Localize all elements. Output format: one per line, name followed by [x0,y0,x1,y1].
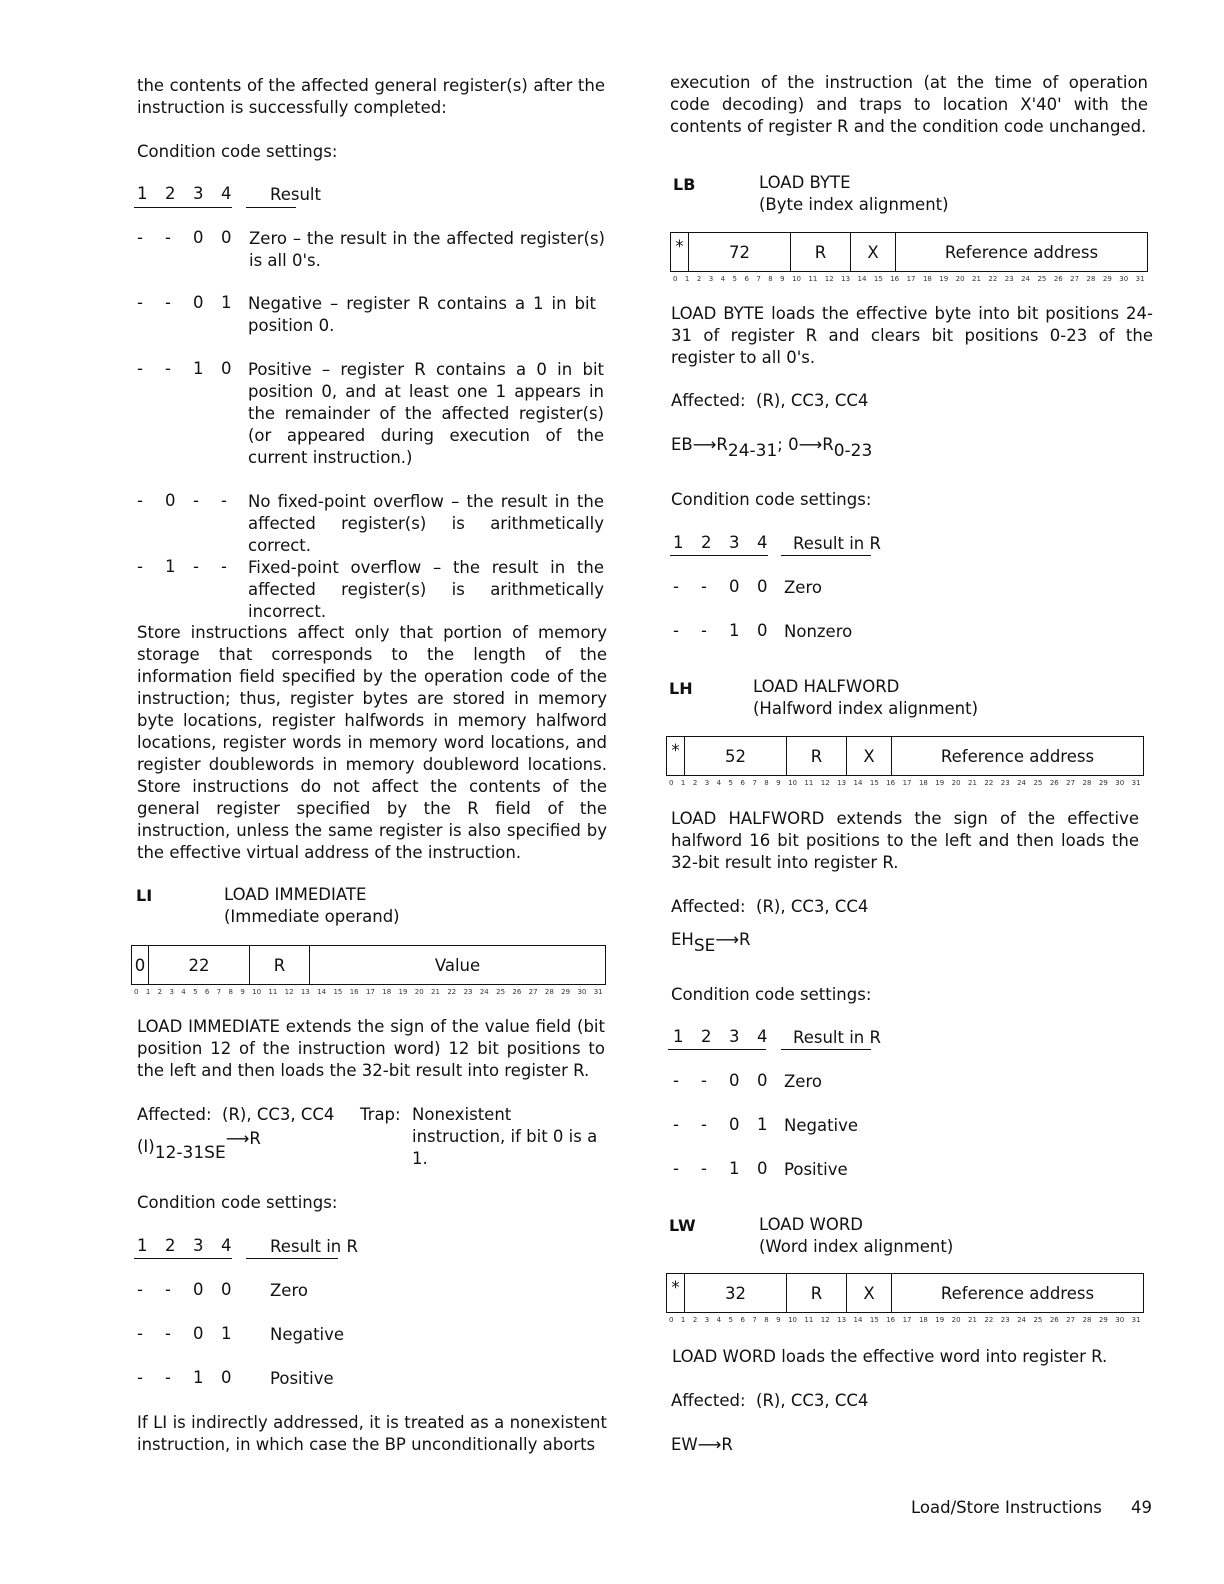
bit-scale-label: 5 [193,988,198,996]
bit-scale-label: 13 [837,1316,847,1324]
bit-scale-label: 9 [776,779,781,787]
continuation-paragraph: execution of the instruction (at the time of operation code decoding) and traps to location X'40' with the contents of register R and the condition code unchanged. [670,73,1148,136]
format-field: X [847,1274,892,1312]
cc-row: - - 0 0 Zero [673,1071,822,1091]
bit-scale-label: 19 [935,779,945,787]
bit-scale-label: 23 [1000,779,1010,787]
cc-row: - - 1 0 Positive [673,1159,848,1179]
bit-scale-label: 18 [918,779,928,787]
bit-scale-label: 18 [382,988,392,996]
lb-mnemonic: LB [673,175,696,194]
bit-scale-label: 31 [1131,1316,1141,1324]
bit-scale-label: 28 [1082,779,1092,787]
lb-title: LOAD BYTE [759,173,851,192]
bit-scale-label: 9 [776,1316,781,1324]
cc-header-underline [668,1049,766,1050]
li-subtitle: (Immediate operand) [224,907,400,926]
cc-header-underline [670,555,768,556]
lw-mnemonic: LW [669,1216,696,1235]
cc-header-underline [134,207,232,208]
bit-scale-label: 5 [732,275,737,283]
bit-scale-label: 13 [300,988,310,996]
bit-scale-label: 16 [349,988,359,996]
format-field: 22 [149,946,250,984]
bit-scale-label: 5 [728,779,733,787]
bit-scale-label: 20 [951,779,961,787]
page-number: 49 [1131,1498,1152,1517]
bit-scale-label: 19 [939,275,949,283]
bit-scale-label: 24 [1021,275,1031,283]
bit-scale-label: 5 [728,1316,733,1324]
bit-scale-label: 31 [1131,779,1141,787]
li-format-diagram [131,945,606,985]
bit-scale-label: 2 [692,1316,698,1324]
format-field: Reference address [940,1283,1095,1303]
bit-scale-label: 23 [1000,1316,1010,1324]
cc-header-bit: 3 [193,184,204,203]
cc-row: - - 0 0 [137,228,232,247]
cc-row: - 0 - - [137,491,227,510]
bit-scale-label: 27 [528,988,538,996]
cc-header-underline [781,555,871,556]
lh-format-diagram [666,736,1144,776]
cc-row-text: Zero – the result in the affected register(s) is all 0's. [249,229,605,270]
bit-scale-label: 19 [935,1316,945,1324]
format-field: X [847,737,892,775]
cc-row: - - 0 1 Negative [137,1324,345,1344]
bit-scale-label: 26 [1053,275,1063,283]
li-mnemonic: LI [136,886,153,905]
cc-header [137,184,321,206]
li-title: LOAD IMMEDIATE [224,885,367,904]
bit-scale-label: 8 [764,779,769,787]
li-description: LOAD IMMEDIATE extends the sign of the value field (bit position 12 of the instruction word) 12 bit positions to the left and then loads the 32-bit result into register R. [137,1017,605,1080]
bit-scale-label: 27 [1066,779,1076,787]
bit-scale-label: 25 [1037,275,1047,283]
li-indirect-paragraph: If LI is indirectly addressed, it is treated as a nonexistent instruction, in which case the BP unconditionally aborts [137,1413,607,1454]
lw-subtitle: (Word index alignment) [759,1237,954,1256]
bit-scale-label: 6 [204,988,210,996]
lw-affected: Affected: (R), CC3, CC4 [671,1391,869,1410]
cc-header-bit: 4 [221,184,232,203]
bit-scale [669,1316,1141,1324]
lw-title: LOAD WORD [759,1215,864,1234]
bit-scale-label: 28 [1086,275,1096,283]
lb-affected: Affected: (R), CC3, CC4 [671,391,869,410]
cc-header: 1 2 3 4 Result in R [673,533,881,553]
bit-scale-label: 21 [968,779,977,787]
lb-cc-title: Condition code settings: [671,490,872,509]
bit-scale-label: 11 [808,275,818,283]
cc-row: - - 1 0 Positive [137,1368,334,1388]
bit-scale-label: 16 [886,779,896,787]
bit-scale-label: 13 [837,779,847,787]
format-field: * [667,737,685,775]
bit-scale-label: 26 [512,988,522,996]
lh-subtitle: (Halfword index alignment) [753,699,979,718]
cc-row: - 1 - - [137,557,227,576]
bit-scale-label: 1 [145,988,151,996]
lb-description: LOAD BYTE loads the effective byte into bit positions 24-31 of register R and clears bit positions 0-23 of the register to all 0's. [671,304,1153,367]
bit-scale-label: 4 [720,275,726,283]
bit-scale-label: 10 [252,988,262,996]
bit-scale-label: 29 [1098,1316,1108,1324]
bit-scale-label: 27 [1070,275,1080,283]
cc-row-text: Positive – register R contains a 0 in bit position 0, and at least one 1 appears in the remainder of the affected register(s) (or appeared during execution of the current instruction.) [248,360,604,467]
bit-scale-label: 25 [1033,779,1043,787]
bit-scale-label: 6 [740,779,745,787]
bit-scale-label: 23 [1004,275,1014,283]
lw-description: LOAD WORD loads the effective word into register R. [672,1347,1108,1366]
cc-row-text: No fixed-point overflow – the result in the affected register(s) is arithmetically correct. [248,492,604,555]
bit-scale-label: 2 [692,779,698,787]
bit-scale-label: 4 [716,1316,722,1324]
bit-scale-label: 21 [972,275,981,283]
bit-scale-label: 22 [988,275,998,283]
cc-row: - - 0 1 [137,293,232,312]
cc-header-label: Result [270,185,321,204]
bit-scale-label: 28 [1082,1316,1092,1324]
bit-scale-label: 24 [1017,1316,1027,1324]
bit-scale-label: 14 [317,988,327,996]
bit-scale-label: 11 [804,1316,814,1324]
lh-mnemonic: LH [669,679,693,698]
bit-scale-label: 30 [577,988,587,996]
bit-scale-label: 0 [134,988,139,996]
bit-scale-label: 24 [1017,779,1027,787]
bit-scale-label: 23 [463,988,473,996]
bit-scale-label: 8 [768,275,773,283]
cc-row: - - 0 0 Zero [673,577,822,597]
lh-formula: $EH_{SE}⟶R$ [671,930,751,956]
cc-row-text: Negative – register R contains a 1 in bit position 0. [248,294,596,335]
bit-scale-label: 3 [704,779,710,787]
cc-row-text: Fixed-point overflow – the result in the affected register(s) is arithmetically incorrect. [248,558,604,621]
li-affected: Affected: (R), CC3, CC4 [137,1105,335,1124]
bit-scale-label: 10 [788,1316,797,1324]
bit-scale-label: 20 [955,275,965,283]
bit-scale-label: 21 [968,1316,977,1324]
bit-scale-label: 12 [820,779,830,787]
bit-scale [673,275,1145,283]
bit-scale-label: 27 [1066,1316,1076,1324]
format-field: Value [434,955,481,975]
bit-scale-label: 2 [696,275,702,283]
li-trap-label: Trap: [360,1105,401,1124]
bit-scale-label: 14 [853,1316,863,1324]
bit-scale-label: 22 [984,779,994,787]
store-paragraph: Store instructions affect only that portion of memory storage that corresponds to the length of the information field specified by the operation code of the instruction; thus, register bytes are stored in memory byte locations, register halfwords in memory halfword locations, register words in memory word locations, and register doublewords in memory doubleword locations. Store instructions do not affect the contents of the general register specified by the R field of the instruction, unless the same register is also specified by the effective virtual address of the instruction. [137,623,607,862]
bit-scale-label: 18 [918,1316,928,1324]
lw-format-diagram [666,1273,1144,1313]
bit-scale-label: 1 [684,275,690,283]
bit-scale-label: 9 [240,988,245,996]
li-trap-text: Nonexistent instruction, if bit 0 is a 1. [412,1105,598,1168]
cc-header-bit: 1 [137,184,148,203]
bit-scale-label: 6 [744,275,749,283]
format-field: 0 [132,946,149,984]
lh-title: LOAD HALFWORD [753,677,900,696]
bit-scale-label: 17 [906,275,916,283]
bit-scale-label: 30 [1119,275,1129,283]
cc-row: - - 0 0 Zero [137,1280,308,1300]
bit-scale-label: 11 [268,988,278,996]
bit-scale [134,988,603,996]
format-field: * [667,1274,685,1312]
bit-scale-label: 7 [756,275,761,283]
bit-scale-label: 10 [788,779,797,787]
bit-scale-label: 0 [669,779,674,787]
bit-scale-label: 26 [1049,1316,1059,1324]
lb-subtitle: (Byte index alignment) [759,195,949,214]
format-field: Reference address [944,242,1099,262]
bit-scale-label: 14 [853,779,863,787]
cc-row: - - 1 0 Nonzero [673,621,853,641]
bit-scale [669,779,1141,787]
bit-scale-label: 20 [951,1316,961,1324]
cc-header: 1 2 3 4 Result in R [673,1027,881,1047]
bit-scale-label: 29 [561,988,571,996]
bit-scale-label: 16 [890,275,900,283]
bit-scale-label: 19 [398,988,408,996]
lb-formula: $EB⟶R_{24-31}$; $0⟶R_{0-23}$ [671,435,873,461]
bit-scale-label: 31 [593,988,603,996]
bit-scale-label: 2 [157,988,163,996]
bit-scale-label: 4 [181,988,186,996]
bit-scale-label: 17 [902,1316,912,1324]
cc-header-underline [781,1049,871,1050]
cc-row: - - 1 0 [137,359,232,378]
bit-scale-label: 17 [902,779,912,787]
bit-scale-label: 3 [169,988,174,996]
bit-scale-label: 11 [804,779,814,787]
lh-description: LOAD HALFWORD extends the sign of the effective halfword 16 bit positions to the left and then loads the 32-bit result into register R. [671,809,1139,872]
bit-scale-label: 0 [673,275,678,283]
bit-scale-label: 31 [1135,275,1145,283]
cc-header-underline [246,1258,338,1259]
bit-scale-label: 29 [1102,275,1112,283]
bit-scale-label: 3 [704,1316,710,1324]
lb-format-diagram [670,232,1148,272]
bit-scale-label: 8 [228,988,233,996]
cc-header-underline [246,207,296,208]
format-field: R [791,233,851,271]
bit-scale-label: 29 [1098,779,1108,787]
bit-scale-label: 13 [841,275,851,283]
bit-scale-label: 25 [1033,1316,1043,1324]
bit-scale-label: 1 [680,1316,686,1324]
bit-scale-label: 25 [496,988,506,996]
bit-scale-label: 6 [740,1316,745,1324]
bit-scale-label: 20 [414,988,424,996]
bit-scale-label: 7 [752,779,757,787]
bit-scale-label: 21 [431,988,440,996]
bit-scale-label: 24 [479,988,489,996]
li-formula: $(I)_{12-31SE}⟶R$ [137,1129,261,1163]
format-field: * [671,233,689,271]
bit-scale-label: 1 [680,779,686,787]
format-field: 52 [685,737,787,775]
bit-scale-label: 15 [333,988,343,996]
bit-scale-label: 22 [984,1316,994,1324]
bit-scale-label: 22 [447,988,457,996]
footer-section-title: Load/Store Instructions [911,1498,1102,1517]
bit-scale-label: 9 [780,275,785,283]
bit-scale-label: 26 [1049,779,1059,787]
bit-scale-label: 15 [873,275,883,283]
bit-scale-label: 16 [886,1316,896,1324]
cc-header: 1 2 3 4 Result in R [137,1236,358,1256]
lw-formula: EW⟶R [671,1435,733,1454]
bit-scale-label: 10 [792,275,801,283]
format-field: 72 [689,233,791,271]
bit-scale-label: 8 [764,1316,769,1324]
cc-row: - - 0 1 Negative [673,1115,859,1135]
bit-scale-label: 30 [1115,779,1125,787]
bit-scale-label: 7 [752,1316,757,1324]
lh-affected: Affected: (R), CC3, CC4 [671,897,869,916]
bit-scale-label: 17 [365,988,375,996]
cc-header-underline [134,1258,232,1259]
format-field: X [851,233,896,271]
lh-cc-title: Condition code settings: [671,985,872,1004]
intro-paragraph: the contents of the affected general register(s) after the instruction is successfully completed: [137,76,605,117]
bit-scale-label: 7 [216,988,222,996]
format-field: R [787,737,847,775]
li-cc-title: Condition code settings: [137,1193,338,1212]
format-field: R [787,1274,847,1312]
format-field: 32 [685,1274,787,1312]
bit-scale-label: 3 [708,275,714,283]
bit-scale-label: 15 [869,1316,879,1324]
bit-scale-label: 4 [716,779,722,787]
format-field: Reference address [940,746,1095,766]
format-field: R [250,946,310,984]
cc-title: Condition code settings: [137,142,338,161]
bit-scale-label: 18 [922,275,932,283]
bit-scale-label: 12 [824,275,834,283]
bit-scale-label: 14 [857,275,867,283]
bit-scale-label: 0 [669,1316,674,1324]
cc-header-bit: 2 [165,184,176,203]
bit-scale-label: 12 [820,1316,830,1324]
bit-scale-label: 15 [869,779,879,787]
bit-scale-label: 28 [544,988,554,996]
bit-scale-label: 12 [284,988,294,996]
bit-scale-label: 30 [1115,1316,1125,1324]
